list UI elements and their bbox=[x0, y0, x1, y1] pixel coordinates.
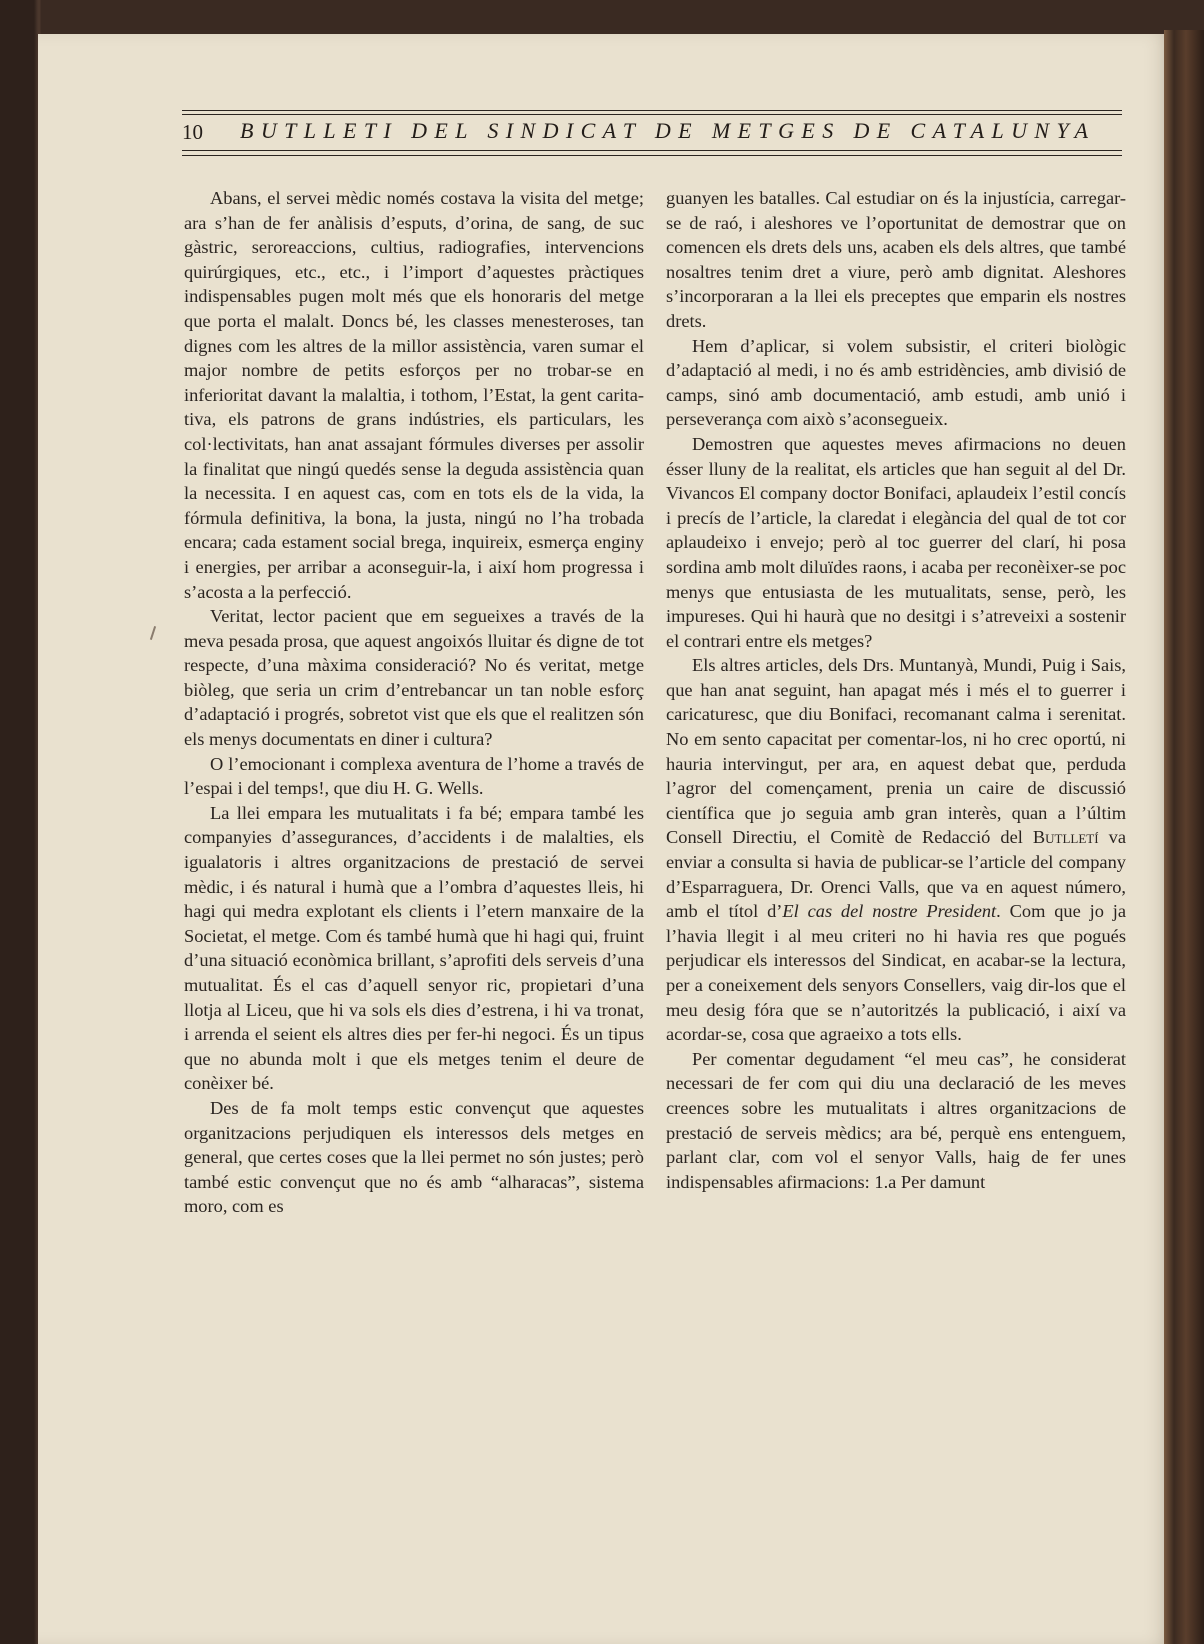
paragraph: Abans, el servei mèdic només costava la visita del metge; ara s’han de fer anàlisis d’esputs, d’orina, de sang, de suc gàstric, seroreaccions, cultius, radiografies, intervencions quirúrgiques, etc., etc., i l’import d’aquestes pràctiques indispensables pugen molt més que els honoraris del metge que porta el malalt. Doncs bé, les classes menesteroses, tan dignes com les altres de la millor assistència, varen sumar el major nombre de petits esforços per no trobar-se en inferioritat davant la malaltia, i tothom, l’Estat, la gent caritativa, els patrons de grans indústries, els particulars, les col·lectivitats, han anat assajant fórmules diverses per assolir la finalitat que ningú quedés sense la deguda assistència quan la necessita. I en aquest cas, com en tots els de la vida, la fórmula definitiva, la bona, la justa, ningú no l’ha trobada encara; cada estament social brega, inquireix, esmerça enginy i energies, per arribar a aconseguir-la, i així hom progressa i s’acosta a la perfecció. bbox=[184, 188, 644, 602]
paragraph: Des de fa molt temps estic convençut que aquestes organitzacions perjudiquen els interessos dels metges en general, que certes coses que la llei permet no són justes; però també estic convençut que no és amb “alharacas”, sistema moro, com es bbox=[184, 1097, 644, 1217]
header-rule-bottom bbox=[182, 150, 1122, 151]
paragraph: La llei empara les mutualitats i fa bé; empara també les companyies d’assegurances, d’accidents i de malalties, els igualatoris i altres organitzacions de prestació de servei mèdic, i és natural i humà que a l’ombra d’aquestes lleis, hi hagi qui medra explotant els clients i l’etern manxaire de la Societat, el metge. Com és també humà que hi hagi qui, fruint d’una situació econòmica brillant, s’aprofiti dels serveis d’una mutualitat. És el cas d’aquell senyor ric, propietari d’una llotja al Liceu, que hi va sols els dies d’estrena, i hi va tronat, i arrenda el seient els altres dies per fer-hi negoci. És un tipus que no abunda molt i que els metges tenim el deure de conèixer bé. bbox=[184, 802, 644, 1094]
paragraph: Per comentar degudament “el meu cas”, he considerat necessari de fer com qui diu una declaració de les meves creences sobre les mutualitats i altres organitzacions de prestació de serveis mèdics; ara bé, perquè ens entenguem, parlant clar, com vol el senyor Valls, haig de fer unes indispensables afirmacions: 1.a Per damunt bbox=[666, 1048, 1126, 1192]
header-rule-bottom-thin bbox=[182, 155, 1122, 156]
book-edge bbox=[1164, 30, 1204, 1644]
text-run: Els altres articles, dels Drs. Muntanyà, Mundi, Puig i Sais, que han anat seguint, han apagat més i més el to guerrer i caricaturesc, que diu Bonifaci, recomanant calma i serenitat. No em sento capacitat per comentar-los, ni ho crec oportú, ni hauria intervingut, per ara, en aquest debat que, perduda l’agror del començament, prenia un caire de discussió científica que jo seguia amb gran interès, quan a l’últim Consell Directiu, el Comitè de Redacció del bbox=[666, 655, 1126, 848]
article-title: El cas del nostre President bbox=[782, 901, 997, 922]
text-run: va enviar a consulta si havia de publicar-se l’article del company d’Esparraguera, Dr. Orenci Valls, que va en aquest número, amb el títol d’ bbox=[666, 827, 1126, 922]
header-rule-top-thin bbox=[182, 114, 1122, 115]
paragraph: Veritat, lector pacient que em segueixes a través de la meva pesada prosa, que aquest angoixós lluitar és digne de tot respecte, d’una màxima consideració? No és veritat, metge biòleg, que seria un crim d’entrebancar un tan noble esforç d’adaptació i progrés, sobretot vist que els que el realitzen són els menys documentats en diner i cultura? bbox=[184, 606, 644, 750]
left-column bbox=[184, 186, 644, 1219]
text-run: . Com que jo ja l’havia llegit i al meu criteri no hi havia res que pogués perjudicar els interessos del Sindicat, en acabar-se la lectura, per a coneixement dels senyors Consellers, vaig dir-los que el meu desig fóra que se n’autoritzés la publicació, i així va acordar-se, cosa que agraeixo a tots ells. bbox=[666, 901, 1127, 1045]
paragraph-continuation: guanyen les batalles. Cal estudiar on és la injustícia, carregar-se de raó, i aleshores ve l’oportunitat de demostrar que on comencen els drets dels uns, acaben els dels altres, que també nosaltres tenim dret a viure, però amb dignitat. Aleshores s’incorporaran a la llei els preceptes que emparin els nostres drets. bbox=[666, 188, 1126, 331]
running-header bbox=[182, 110, 1122, 160]
paragraph: Hem d’aplicar, si volem subsistir, el criteri biològic d’adaptació al medi, i no és amb estridències, amb divisió de camps, sinó amb documentació, amb estudi, amb unió i perseverança com això s’aconsegueix. bbox=[666, 335, 1126, 430]
right-column bbox=[666, 186, 1126, 1194]
paragraph: O l’emocionant i complexa aventura de l’home a través de l’espai i del temps!, que diu H. G. Wells. bbox=[184, 753, 644, 799]
header-rule-top bbox=[182, 110, 1122, 111]
butlleti-smallcaps: Butlletí bbox=[1032, 827, 1099, 848]
journal-title: BUTLLETI DEL SINDICAT DE METGES DE CATALUNYA bbox=[240, 118, 1096, 143]
paragraph: Demostren que aquestes meves afirmacions no deuen ésser lluny de la realitat, els articles que han seguit al del Dr. Vivancos El company doctor Bonifaci, aplaudeix l’estil concís i precís de l’article, la claredat i elegància del qual de tot cor aplaudeixo i envejo; però al toc guerrer del clarí, hi posa sordina amb molt diluïdes raons, i acaba per reconèixer-se poc menys que entusiasta de les mutualitats, sense, però, les impureses. Qui hi haurà que no desitgi i s’atreveixi a sostenir el contrari entre els metges? bbox=[666, 433, 1126, 651]
page-number: 10 bbox=[182, 120, 203, 144]
paragraph bbox=[666, 653, 1126, 1047]
